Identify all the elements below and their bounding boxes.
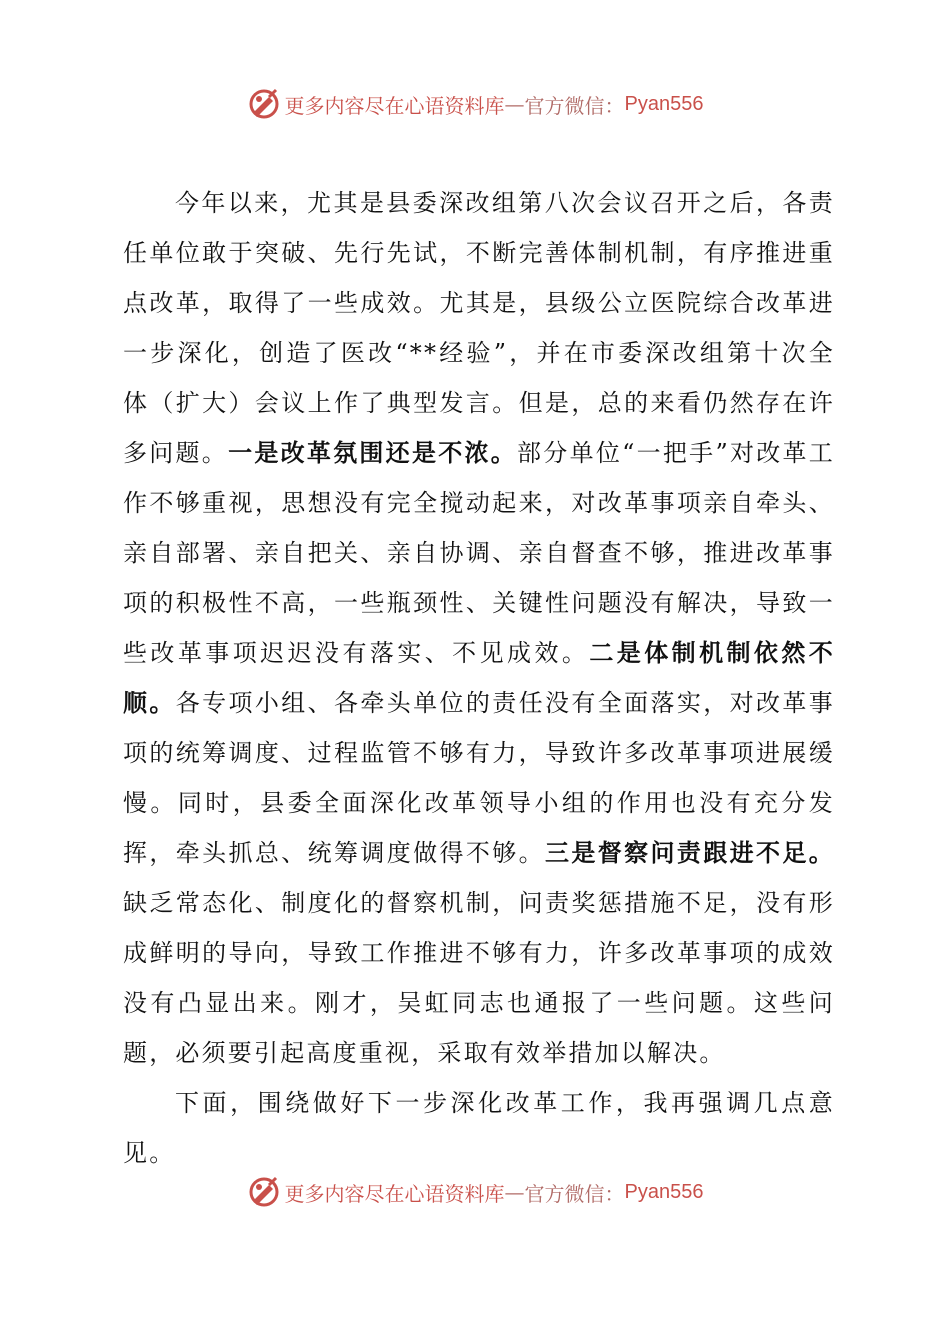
paragraph-transition: 下面，围绕做好下一步深化改革工作，我再强调几点意见。 bbox=[123, 1089, 835, 1167]
banner-title: 更多内容尽在心语资料库 bbox=[284, 1181, 505, 1206]
banner-wechat-label: 官方微信： bbox=[524, 1181, 625, 1206]
brand-logo-icon bbox=[247, 87, 281, 121]
point-3-heading: 三是督察问责跟进不足。 bbox=[545, 838, 835, 867]
header-banner bbox=[0, 84, 950, 124]
footer-banner bbox=[0, 1172, 950, 1212]
point-1-body: 部分单位“一把手”对改革工作不够重视，思想没有完全搅动起来，对改革事项亲自牵头、亲自部署、亲自把关、亲自协调、亲自督查不够，推进改革事项的积极性不高，一些瓶颈性、关键性问题没有解决，导致一些改革事项迟迟没有落实、不见成效。 bbox=[123, 439, 835, 667]
banner-separator: — bbox=[504, 1180, 525, 1204]
point-2-heading: 二是体制机制依然不顺。 bbox=[123, 638, 835, 717]
document-body bbox=[123, 178, 835, 1178]
point-3-body: 缺乏常态化、制度化的督察机制，问责奖惩措施不足，没有形成鲜明的导向，导致工作推进不够有力，许多改革事项的成效没有凸显出来。刚才，吴虹同志也通报了一些问题。这些问题，必须要引起高度重视，采取有效举措加以解决。 bbox=[123, 889, 835, 1067]
banner-wechat-id: Pyan556 bbox=[624, 92, 704, 115]
point-1-heading: 一是改革氛围还是不浓。 bbox=[228, 438, 518, 467]
banner-title: 更多内容尽在心语资料库 bbox=[284, 93, 505, 118]
banner-wechat-label: 官方微信： bbox=[524, 93, 625, 118]
point-2-body: 各专项小组、各牵头单位的责任没有全面落实，对改革事项的统筹调度、过程监管不够有力，导致许多改革事项进展缓慢。同时，县委全面深化改革领导小组的作用也没有充分发挥，牵头抓总、统筹调度做得不够。 bbox=[123, 689, 836, 867]
paragraph-problems bbox=[123, 178, 835, 1078]
brand-logo-icon bbox=[247, 1175, 281, 1209]
paragraph-intro: 今年以来，尤其是县委深改组第八次会议召开之后，各责任单位敢于突破、先行先试，不断完善体制机制，有序推进重点改革，取得了一些成效。尤其是，县级公立医院综合改革进一步深化，创造了医改“**经验”，并在市委深改组第十次全体（扩大）会议上作了典型发言。但是，总的来看仍然存在许多问题。 bbox=[123, 189, 835, 467]
banner-separator: — bbox=[504, 92, 525, 116]
banner-wechat-id: Pyan556 bbox=[624, 1180, 704, 1203]
